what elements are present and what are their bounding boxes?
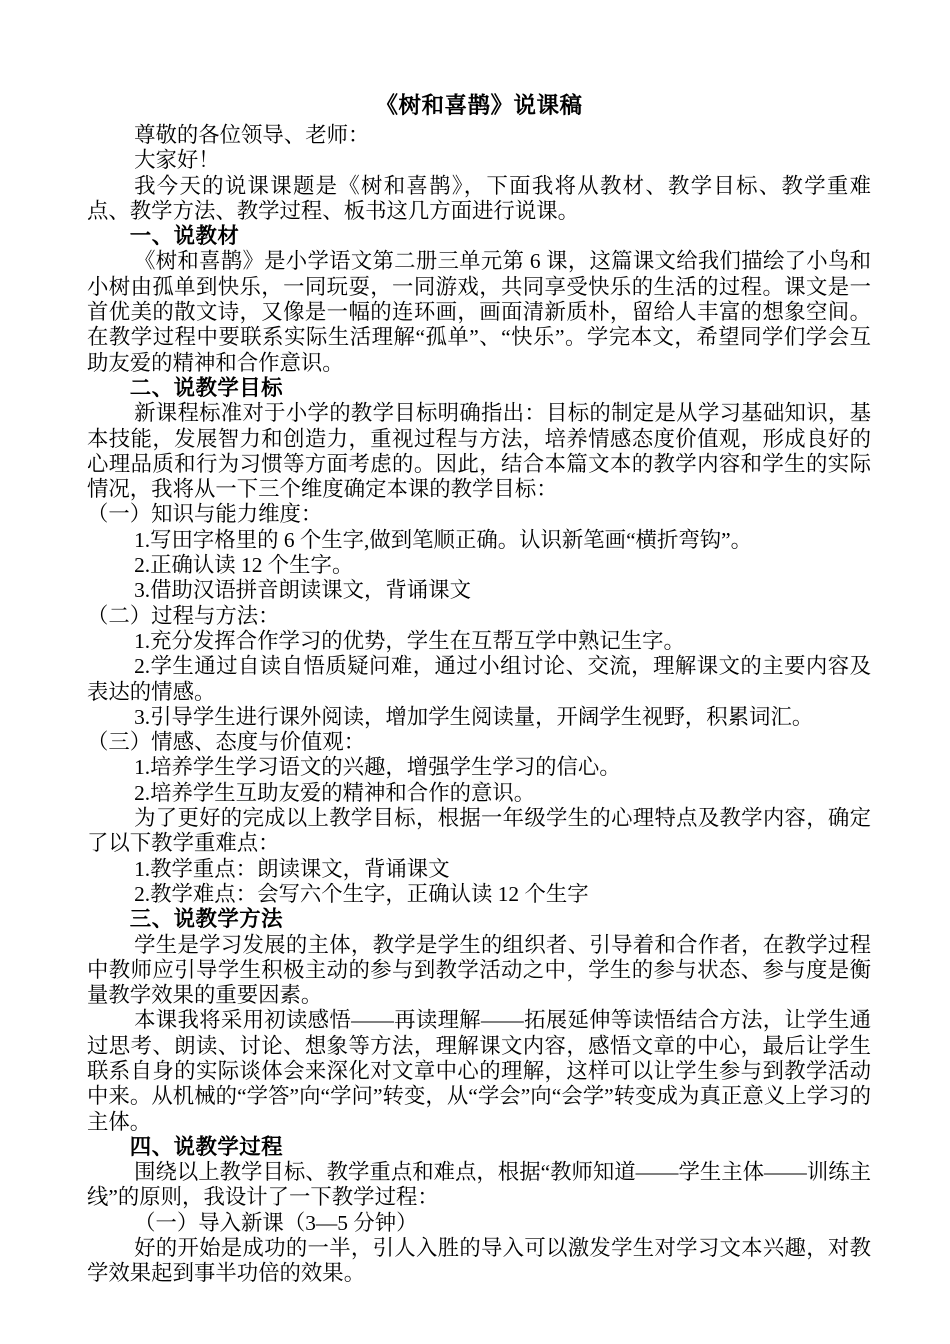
paragraph: 1.培养学生学习语文的兴趣，增强学生学习的信心。	[134, 755, 621, 780]
paragraph: 大家好！	[134, 148, 220, 173]
paragraph: 新课程标准对于小学的教学目标明确指出：目标的制定是从学习基础知识，基本技能，发展智力和创造力，重视过程与方法，培养情感态度价值观，形成良好的心理品质和行为习惯等方面考虑的。因此，结合本篇文本的教学内容和学生的实际情况，我将从一下三个维度确定本课的教学目标：	[87, 401, 871, 502]
paragraph: 尊敬的各位领导、老师：	[134, 123, 370, 147]
paragraph: 3.引导学生进行课外阅读，增加学生阅读量，开阔学生视野，积累词汇。	[134, 704, 814, 729]
paragraph: （三）情感、态度与价值观：	[87, 730, 366, 755]
paragraph: 1.教学重点：朗读课文，背诵课文	[134, 856, 450, 881]
paragraph: 《树和喜鹊》是小学语文第二册三单元第 6 课，这篇课文给我们描绘了小鸟和小树由孤单到快乐，一同玩耍，一同游戏，共同享受快乐的生活的过程。课文是一首优美的散文诗，又像是一幅的连环画，画面清新质朴，留给人丰富的想象空间。在教学过程中要联系实际生活理解“孤单”、“快乐”。学完本文，希望同学们学会互助友爱的精神和合作意识。	[87, 249, 871, 375]
document-content	[87, 92, 871, 1287]
section-heading: 三、说教学方法	[129, 907, 284, 932]
paragraph: 为了更好的完成以上教学目标，根据一年级学生的心理特点及教学内容，确定了以下教学重难点：	[87, 806, 871, 856]
paragraph: 2.教学难点：会写六个生字，正确认读 12 个生字	[134, 881, 589, 906]
paragraph: 好的开始是成功的一半，引人入胜的导入可以激发学生对学习文本兴趣，对教学效果起到事半功倍的效果。	[87, 1236, 871, 1286]
section-heading: 四、说教学过程	[129, 1134, 284, 1159]
paragraph: （二）过程与方法：	[87, 603, 280, 628]
document-title: 《树和喜鹊》说课稿	[375, 93, 583, 118]
paragraph: 本课我将采用初读感悟——再读理解——拓展延伸等读悟结合方法，让学生通过思考、朗读、讨论、想象等方法，理解课文内容，感悟文章的中心，最后让学生联系自身的实际谈体会来深化对文章中心的理解，这样可以让学生参与到教学活动中来。从机械的“学答”向“学问”转变，从“学会”向“会学”转变成为真正意义上学习的主体。	[87, 1008, 871, 1134]
section-heading: 二、说教学目标	[129, 375, 284, 400]
paragraph: 2.培养学生互助友爱的精神和合作的意识。	[134, 780, 536, 805]
paragraph: （一）知识与能力维度：	[87, 502, 323, 527]
paragraph: 1.写田字格里的 6 个生字,做到笔顺正确。认识新笔画“横折弯钩”。	[134, 527, 753, 552]
document-body	[87, 123, 871, 1287]
paragraph: 3.借助汉语拼音朗读课文，背诵课文	[134, 578, 471, 603]
paragraph: 1.充分发挥合作学习的优势，学生在互帮互学中熟记生字。	[134, 628, 685, 653]
section-heading: 一、说教材	[129, 224, 240, 249]
paragraph: （一）导入新课（3—5 分钟）	[134, 1210, 418, 1235]
paragraph: 2.正确认读 12 个生字。	[134, 553, 354, 578]
paragraph: 学生是学习发展的主体，教学是学生的组织者、引导着和合作者，在教学过程中教师应引导学生积极主动的参与到教学活动之中，学生的参与状态、参与度是衡量教学效果的重要因素。	[87, 932, 871, 1008]
paragraph: 我今天的说课课题是《树和喜鹊》，下面我将从教材、教学目标、教学重难点、教学方法、教学过程、板书这几方面进行说课。	[87, 173, 871, 223]
paragraph: 围绕以上教学目标、教学重点和难点，根据“教师知道——学生主体——训练主线”的原则，我设计了一下教学过程：	[87, 1160, 871, 1210]
paragraph: 2.学生通过自读自悟质疑问难，通过小组讨论、交流，理解课文的主要内容及表达的情感。	[87, 654, 871, 704]
